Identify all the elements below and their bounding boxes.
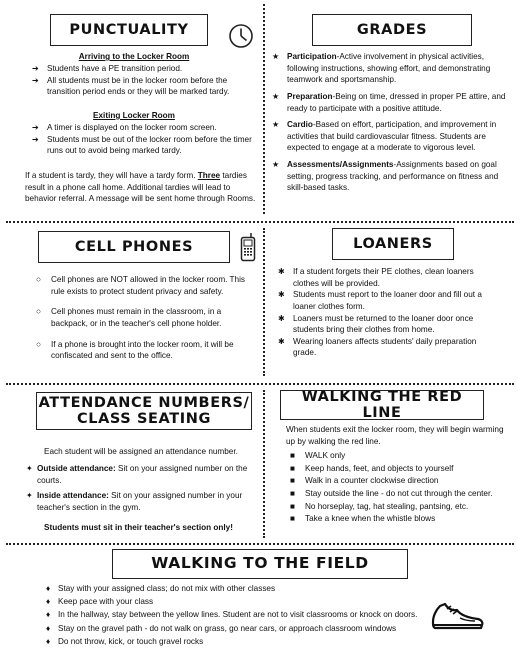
list-item: ✱ Students must report to the loaner door and fill out a loaner clothes form.	[278, 290, 482, 311]
list-item: ★ Preparation-Being on time, dressed in proper PE attire, and ready to participate with a positive attitude.	[272, 91, 506, 113]
diamond-bullet-icon: ♦	[46, 597, 51, 607]
list-item: ■ WALK only	[290, 451, 346, 460]
list-item: ➔ Students must be out of the locker room before the timer runs out to avoid being marked tardy.	[32, 134, 252, 156]
circle-bullet-icon: ○	[36, 339, 41, 349]
field-list	[46, 583, 436, 648]
vertical-divider-bottom	[263, 390, 265, 538]
square-bullet-icon: ■	[290, 514, 295, 524]
square-bullet-icon: ■	[290, 476, 295, 486]
arriving-heading: Arriving to the Locker Room	[78, 52, 190, 61]
horizontal-divider-1	[6, 221, 514, 223]
loaners-title: LOANERS	[332, 228, 454, 260]
punctuality-section	[0, 0, 262, 220]
red-line-list	[290, 450, 516, 525]
list-item: ♦ Stay on the gravel path - do not walk on grass, go near cars, or approach classroom windows	[46, 623, 397, 633]
list-item: ■ Stay outside the line - do not cut through the center.	[290, 488, 493, 498]
diamond-bullet-icon: ♦	[46, 623, 51, 633]
list-item: ✱ Wearing loaners affects students' daily preparation grade.	[278, 336, 477, 358]
field-section	[0, 546, 520, 668]
list-item: ➔ All students must be in the locker room before the transition period ends or they will be marked tardy.	[32, 75, 230, 97]
arrow-bullet-icon: ➔	[32, 64, 39, 73]
list-item: ➔ A timer is displayed on the locker room screen.	[32, 123, 217, 132]
grades-title: GRADES	[312, 14, 472, 46]
attendance-list	[26, 463, 254, 514]
square-bullet-icon: ■	[290, 501, 295, 511]
list-item: ♦ In the hallway, stay between the yellow lines. Student are not to visit classrooms or knock on doors.	[46, 610, 418, 620]
star-bullet-icon: ★	[272, 120, 280, 130]
list-item: ✦ Outside attendance: Sit on your assigned number on the courts.	[26, 464, 248, 485]
list-item: ✦ Inside attendance: Sit on your assigned number in your teacher's section in the gym.	[26, 491, 243, 512]
circle-bullet-icon: ○	[36, 275, 41, 284]
list-item: ♦ Stay with your assigned class; do not mix with other classes	[46, 584, 276, 593]
red-line-section	[266, 386, 520, 542]
star-bullet-icon: ★	[272, 52, 280, 61]
list-item: ■ Walk in a counter clockwise direction	[290, 476, 439, 486]
diamond-bullet-icon: ♦	[46, 636, 51, 646]
diamond-bullet-icon: ♦	[46, 584, 51, 593]
arrow-bullet-icon: ➔	[32, 123, 39, 132]
four-point-star-bullet-icon: ✦	[26, 491, 33, 501]
attendance-section	[0, 386, 262, 542]
list-item: ★ Cardio-Based on effort, participation, and improvement in activities that build cardiovascular fitness. Students are expected to engage at a moderate to vigorous level.	[272, 120, 497, 153]
red-line-title: WALKING THE RED LINE	[280, 390, 484, 420]
list-item: ★ Assessments/Assignments-Assignments based on goal setting, progress tracking, and performance on fitness and skill-based tasks.	[272, 160, 499, 193]
list-item: ♦ Keep pace with your class	[46, 597, 154, 607]
loaners-section	[266, 224, 520, 382]
asterisk-bullet-icon: ✱	[278, 313, 285, 323]
attendance-title: ATTENDANCE NUMBERS/ CLASS SEATING	[36, 392, 252, 430]
tardy-paragraph: If a student is tardy, they will have a tardy form. Three tardies result in a phone call home. Additional tardies will lead to behavior referral. A message will be sent home through Rooms.	[25, 171, 256, 204]
list-item: ○ Cell phones are NOT allowed in the locker room. This rule exists to protect student privacy and safety.	[36, 275, 246, 296]
square-bullet-icon: ■	[290, 488, 295, 498]
asterisk-bullet-icon: ✱	[278, 290, 285, 300]
grades-section	[266, 0, 520, 220]
horizontal-divider-2	[6, 383, 514, 385]
list-item: ♦ Do not throw, kick, or touch gravel rocks	[46, 636, 204, 646]
square-bullet-icon: ■	[290, 463, 295, 473]
vertical-divider-top	[263, 4, 265, 214]
list-item: ✱ Loaners must be returned to the loaner door once students bring their clothes from home.	[278, 313, 474, 335]
star-bullet-icon: ★	[272, 160, 280, 170]
clock-icon	[228, 23, 254, 49]
diamond-bullet-icon: ♦	[46, 610, 51, 620]
arrow-bullet-icon: ➔	[32, 75, 39, 85]
arrow-bullet-icon: ➔	[32, 134, 39, 144]
square-bullet-icon: ■	[290, 451, 295, 460]
four-point-star-bullet-icon: ✦	[26, 464, 33, 473]
horizontal-divider-3	[6, 543, 514, 545]
arriving-list	[32, 63, 260, 98]
list-item: ■ Keep hands, feet, and objects to yourself	[290, 463, 454, 473]
vertical-divider-middle	[263, 228, 265, 376]
circle-bullet-icon: ○	[36, 307, 41, 317]
list-item: ✱ If a student forgets their PE clothes, clean loaners clothes will be provided.	[278, 267, 474, 288]
cell-phones-list	[36, 274, 258, 362]
list-item: ➔ Students have a PE transition period.	[32, 64, 183, 73]
attendance-intro: Each student will be assigned an attendance number.	[44, 447, 238, 456]
asterisk-bullet-icon: ✱	[278, 336, 285, 346]
grades-list	[272, 51, 514, 194]
list-item: ■ Take a knee when the whistle blows	[290, 514, 436, 524]
field-title: WALKING TO THE FIELD	[112, 549, 408, 579]
red-line-intro: When students exit the locker room, they will begin warming up by walking the red line.	[286, 425, 504, 446]
star-bullet-icon: ★	[272, 91, 280, 101]
list-item: ★ Participation-Active involvement in physical activities, following instructions, showing effort, and demonstrating teamwork and sportsmanship.	[272, 52, 491, 85]
sneaker-icon	[430, 598, 484, 634]
list-item: ○ If a phone is brought into the locker room, it will be confiscated and sent to the office.	[36, 339, 234, 361]
cell-phone-icon	[240, 232, 256, 262]
list-item: ■ No horseplay, tag, hat stealing, pantsing, etc.	[290, 501, 469, 511]
cell-phones-title: CELL PHONES	[38, 231, 230, 263]
exiting-heading: Exiting Locker Room	[93, 111, 175, 120]
attendance-closing: Students must sit in their teacher's section only!	[44, 523, 233, 532]
exiting-list	[32, 122, 254, 157]
loaners-list	[278, 266, 498, 359]
cell-phones-section	[0, 224, 262, 382]
punctuality-title: PUNCTUALITY	[50, 14, 208, 46]
list-item: ○ Cell phones must remain in the classroom, in a backpack, or in the teacher's cell phone holder.	[36, 307, 222, 328]
asterisk-bullet-icon: ✱	[278, 267, 285, 276]
